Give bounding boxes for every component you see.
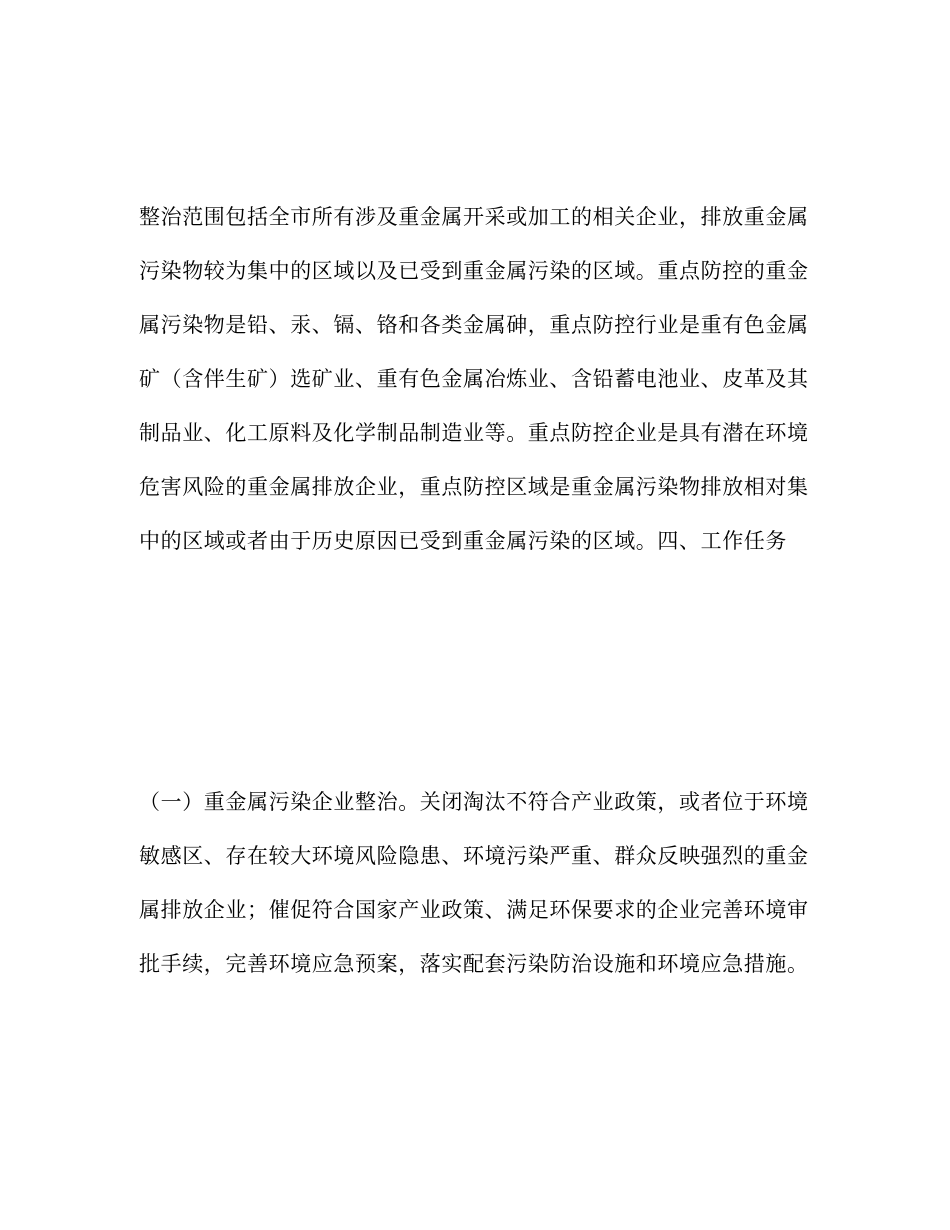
text-line: 属污染物是铅、汞、镉、铬和各类金属砷，重点防控行业是重有色金属	[139, 313, 809, 337]
text-line: 中的区域或者由于历史原因已受到重金属污染的区域。四、工作任务	[139, 529, 787, 553]
paragraph-scope	[139, 190, 819, 568]
text-line: （一）重金属污染企业整治。关闭淘汰不符合产业政策，或者位于环境	[139, 790, 809, 814]
text-line: 属排放企业；催促符合国家产业政策、满足环保要求的企业完善环境审	[139, 898, 809, 922]
text-line: 整治范围包括全市所有涉及重金属开采或加工的相关企业，排放重金属	[139, 205, 809, 229]
text-line: 敏感区、存在较大环境风险隐患、环境污染严重、群众反映强烈的重金	[139, 844, 809, 868]
paragraph-task-1	[139, 775, 819, 991]
text-line: 批手续，完善环境应急预案，落实配套污染防治设施和环境应急措施。	[139, 952, 809, 976]
text-line: 制品业、化工原料及化学制品制造业等。重点防控企业是具有潜在环境	[139, 421, 809, 445]
text-line: 污染物较为集中的区域以及已受到重金属污染的区域。重点防控的重金	[139, 259, 809, 283]
text-line: 危害风险的重金属排放企业，重点防控区域是重金属污染物排放相对集	[139, 475, 809, 499]
text-line: 矿（含伴生矿）选矿业、重有色金属冶炼业、含铅蓄电池业、皮革及其	[139, 367, 809, 391]
